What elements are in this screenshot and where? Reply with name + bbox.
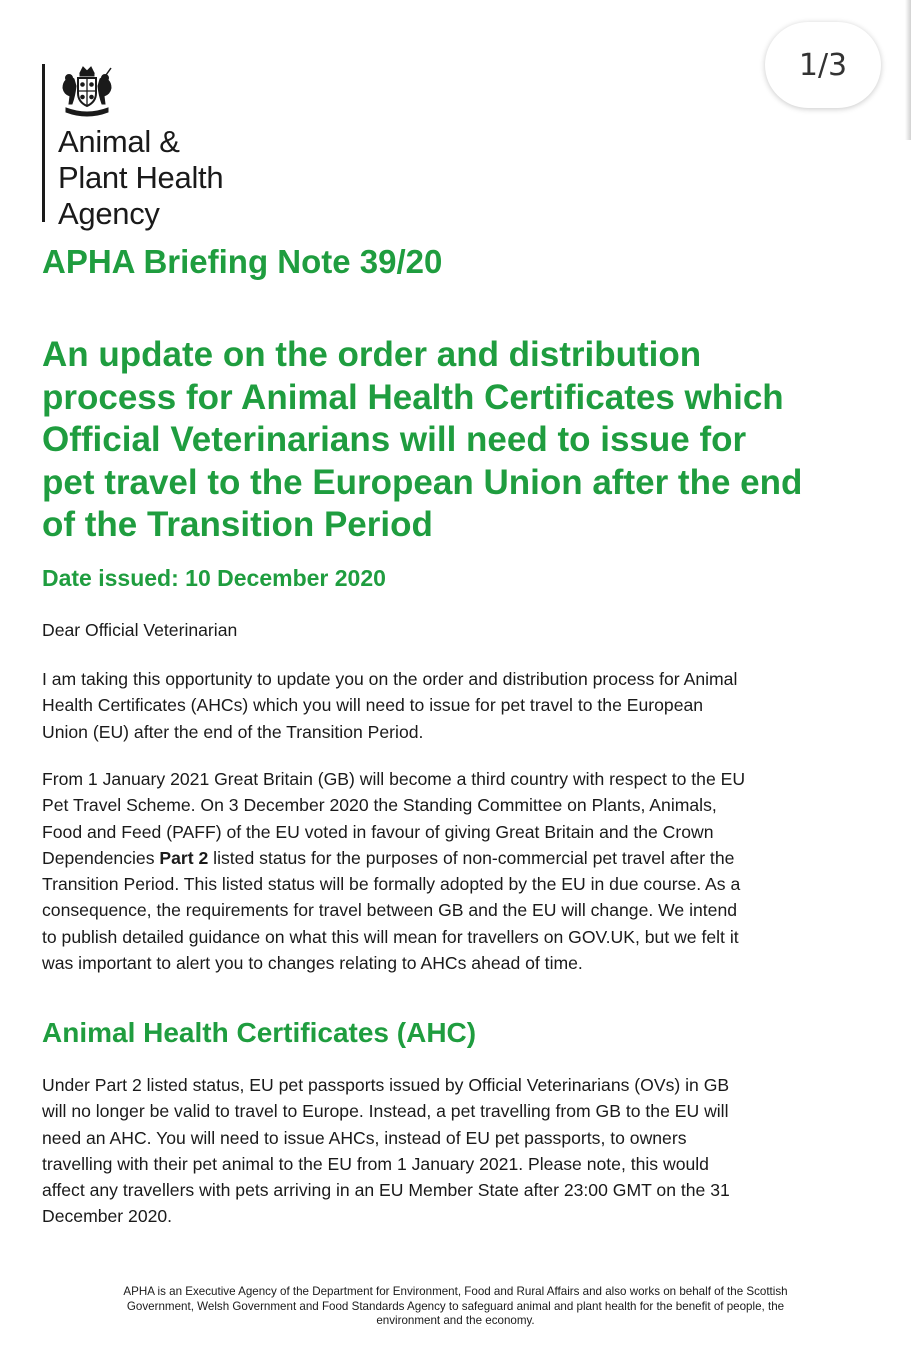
paragraph-line: Food and Feed (PAFF) of the EU voted in favour of giving Great Britain and the Crown [42,821,714,842]
paragraph-line: was important to alert you to changes relating to AHCs ahead of time. [42,953,583,974]
paragraph-ahc [42,1072,882,1230]
paragraph-text: listed status for the purposes of non-commercial pet travel after the [208,847,735,868]
footer-line: Government, Welsh Government and Food Standards Agency to safeguard animal and plant health for the benefit of people, the [126,1299,785,1313]
paragraph-line [42,845,882,871]
paragraph-third-country [42,766,882,976]
page-edge-shadow [905,0,911,140]
paragraph-line: Union (EU) after the end of the Transition Period. [42,721,424,742]
paragraph-line: affect any travellers with pets arriving in an EU Member State after 23:00 GMT on the 31 [42,1180,730,1201]
paragraph-line: Transition Period. This listed status will be formally adopted by the EU in due course. As a [42,874,741,895]
salutation-text: Dear Official Veterinarian [42,620,238,640]
agency-name [58,124,223,232]
agency-logo [42,64,224,231]
paragraph-line: Under Part 2 listed status, EU pet passports issued by Official Veterinarians (OVs) in GB [42,1075,730,1095]
footer-note [30,1285,881,1329]
paragraph-line: I am taking this opportunity to update you on the order and distribution process for Animal [42,669,738,689]
briefing-note-title: APHA Briefing Note 39/20 [42,243,443,280]
heading-line: of the Transition Period [42,505,433,544]
paragraph-line: will no longer be valid to travel to Europe. Instead, a pet travelling from GB to the EU will [42,1101,729,1122]
page-indicator: 1/3 [765,22,881,108]
footer-line: APHA is an Executive Agency of the Department for Environment, Food and Rural Affairs and also works on behalf of the Scottish [123,1285,788,1298]
heading-line: An update on the order and distribution [42,335,702,374]
heading-line: process for Animal Health Certificates which [42,377,784,417]
paragraph-line: to publish detailed guidance on what this will mean for travellers on GOV.UK, but we felt it [42,926,739,947]
paragraph-intro [42,666,882,745]
paragraph-line: consequence, the requirements for travel between GB and the EU will change. We intend [42,900,738,921]
agency-name-line: Plant Health [58,160,224,195]
agency-name-line: Animal & [58,124,180,159]
salutation [42,617,882,643]
heading-line: pet travel to the European Union after the end [42,462,803,502]
paragraph-line: December 2020. [42,1206,173,1227]
paragraph-line: need an AHC. You will need to issue AHCs, instead of EU pet passports, to owners [42,1127,687,1148]
section-heading-ahc: Animal Health Certificates (AHC) [42,1017,477,1048]
agency-name-line: Agency [58,196,160,231]
royal-coat-of-arms-icon [58,64,116,118]
paragraph-line: travelling with their pet animal to the EU from 1 January 2021. Please note, this would [42,1153,709,1174]
heading-line: Official Veterinarians will need to issue for [42,420,747,459]
paragraph-text: Dependencies [42,847,160,868]
document-heading [42,334,872,547]
footer-line: environment and the economy. [376,1314,535,1327]
date-issued: Date issued: 10 December 2020 [42,565,386,591]
part-2-emphasis: Part 2 [159,847,209,868]
paragraph-line: Health Certificates (AHCs) which you will need to issue for pet travel to the European [42,695,704,716]
paragraph-line: From 1 January 2021 Great Britain (GB) will become a third country with respect to the EU [42,769,746,789]
paragraph-line: Pet Travel Scheme. On 3 December 2020 the Standing Committee on Plants, Animals, [42,795,717,816]
